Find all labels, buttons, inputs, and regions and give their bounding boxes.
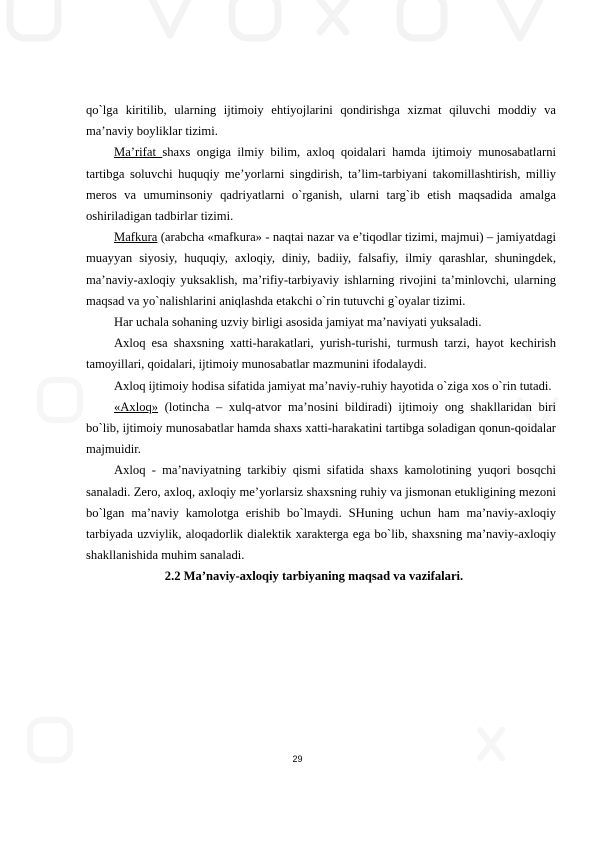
paragraph-marifat: Ma’rifat shaxs ongiga ilmiy bilim, axloq qoidalari hamda ijtimoiy munosabatlarni tartibga soluvchi huquqiy me’yorlarni singdirish, ta’lim-tarbiyani takomillashtirish, milliy meros va umuminsoniy qadriyatlarni o`rganish, ularni targ`ib etish maqsadida amalga oshiriladigan tadbirlar tizimi.	[86, 145, 556, 224]
paragraph-axloq-definition: «Axloq» (lotincha – xulq-atvor ma’nosini bildiradi) ijtimoiy ong shakllaridan biri bo`lib, ijtimoiy munosabatlar hamda shaxs xatti-harakatini tartibga soladigan qonun-qoidalar majmuidir.	[86, 399, 556, 457]
paragraph-axloq-intro: Axloq esa shaxsning xatti-harakatlari, yurish-turishi, turmush tarzi, hayot kechirish tamoyillari, qoidalari, ijtimoiy munosabatlar mazmunini ifodalaydi.	[86, 336, 556, 372]
paragraph-axloq-component: Axloq - ma’naviyatning tarkibiy qismi sifatida shaxs kamolotining yuqori bosqchi sanaladi. Zero, axloq, axloqiy me’yorlarsiz shaxsning ruhiy va jismonan etukligining mezoni bo`lgan ma’naviy kamolotga erishib bo`lmaydi. SHuning uchun ham ma’naviy-axloqiy tarbiyada uzviylik, aloqadorlik dialektik xarakterga ega bo`lib, shaxsning ma’naviy-axloqiy shakllanishida muhim sanaladi.	[86, 463, 556, 563]
section-heading: 2.2 Ma’naviy-axloqiy tarbiyaning maqsad va vazifalari.	[164, 569, 464, 584]
term-mafkura: Mafkura	[114, 230, 158, 245]
term-axloq: «Axloq»	[114, 399, 159, 414]
paragraph-unity: Har uchala sohaning uzviy birligi asosida jamiyat ma’naviyati yuksaladi.	[114, 315, 482, 330]
paragraph-continuation: qo`lga kiritilib, ularning ijtimoiy ehtiyojlarini qondirishga xizmat qiluvchi moddiy va ma’naviy boyliklar tizimi.	[86, 103, 556, 139]
document-body	[86, 100, 556, 588]
term-marifat: Ma’rifat	[114, 145, 163, 160]
paragraph-axloq-social: Axloq ijtimoiy hodisa sifatida jamiyat ma’naviy-ruhiy hayotida o`ziga xos o`rin tutadi.	[114, 378, 552, 393]
paragraph-mafkura: Mafkura (arabcha «mafkura» - naqtai nazar va e’tiqodlar tizimi, majmui) – jamiyatdagi muayyan siyosiy, huquqiy, axloqiy, diniy, badiiy, falsafiy, ilmiy qarashlar, shuningdek, ma’naviy-axloqiy yuksaklish, ma’rifiy-tarbiyaviy ishlarning rivojini ta’minlovchi, ularning maqsad va yo`nalishlarini aniqlashda etakchi o`rin tutuvchi g`oyalar tizimi.	[86, 230, 556, 308]
page-number: 29	[292, 754, 303, 764]
